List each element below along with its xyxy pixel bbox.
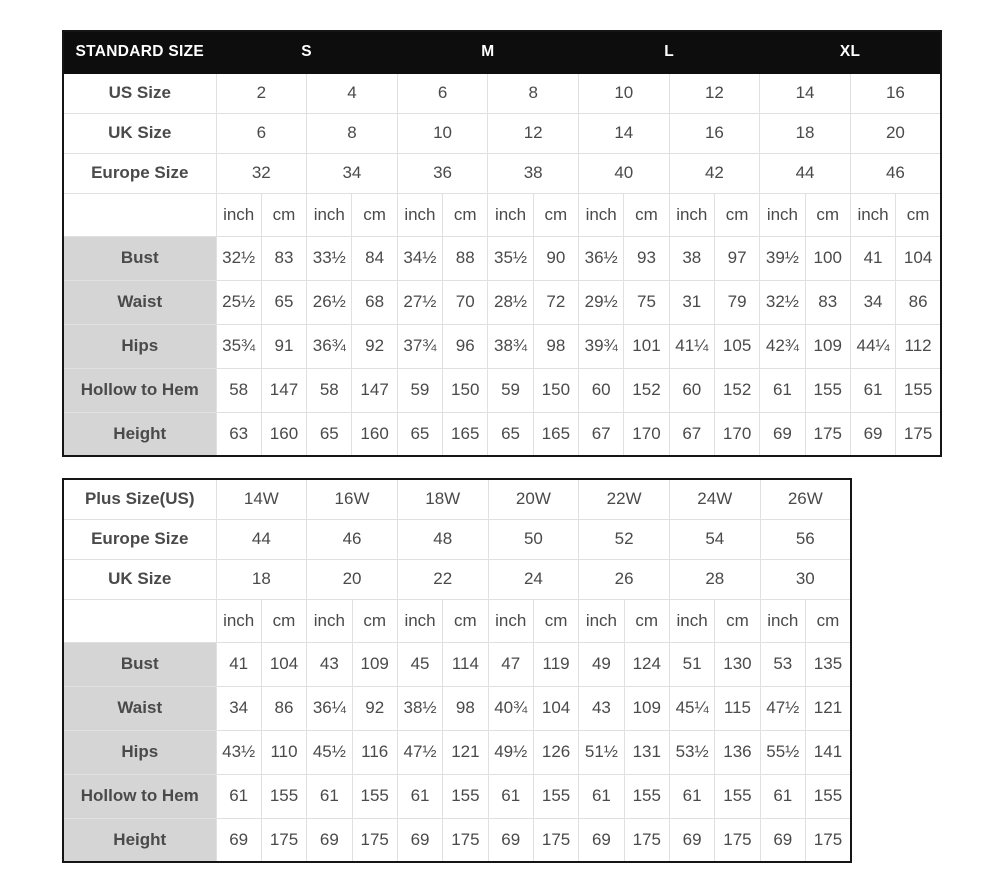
unit-cm-cell: cm <box>533 599 578 642</box>
measurement-cell: 53½ <box>669 730 714 774</box>
measurement-cell: 104 <box>533 686 578 730</box>
measurement-cell: 170 <box>714 412 759 456</box>
measurement-cell: 104 <box>261 642 306 686</box>
measurement-cell: 53 <box>760 642 805 686</box>
measurement-row <box>63 730 851 774</box>
measurement-row <box>63 236 941 280</box>
measurement-cell: 75 <box>624 280 669 324</box>
size-cell: 38 <box>488 153 579 193</box>
measurement-cell: 115 <box>715 686 760 730</box>
measurement-cell: 126 <box>533 730 578 774</box>
measurement-cell: 44¼ <box>850 324 895 368</box>
table-title: STANDARD SIZE <box>63 31 216 73</box>
measurement-cell: 51 <box>669 642 714 686</box>
measurement-cell: 49½ <box>488 730 533 774</box>
row-label: Waist <box>63 280 216 324</box>
size-cell: 18 <box>760 113 851 153</box>
size-cell: 48 <box>397 519 488 559</box>
unit-cm-cell: cm <box>261 599 306 642</box>
row-label: Hips <box>63 324 216 368</box>
row-label: Bust <box>63 642 216 686</box>
measurement-cell: 104 <box>896 236 941 280</box>
size-row <box>63 519 851 559</box>
measurement-cell: 97 <box>714 236 759 280</box>
measurement-cell: 100 <box>805 236 850 280</box>
measurement-cell: 92 <box>352 324 397 368</box>
size-row <box>63 559 851 599</box>
size-cell: 44 <box>760 153 851 193</box>
size-group-l: L <box>579 31 760 73</box>
measurement-cell: 61 <box>669 774 714 818</box>
measurement-cell: 175 <box>896 412 941 456</box>
measurement-cell: 34 <box>216 686 261 730</box>
size-cell: 44 <box>216 519 307 559</box>
measurement-cell: 152 <box>624 368 669 412</box>
row-label: Height <box>63 412 216 456</box>
measurement-cell: 69 <box>488 818 533 862</box>
measurement-row <box>63 774 851 818</box>
unit-row-spacer <box>63 193 216 236</box>
size-cell: 22W <box>579 479 670 519</box>
measurement-cell: 42¾ <box>760 324 805 368</box>
measurement-cell: 27½ <box>397 280 442 324</box>
measurement-cell: 109 <box>805 324 850 368</box>
size-cell: 54 <box>669 519 760 559</box>
measurement-cell: 155 <box>715 774 760 818</box>
measurement-cell: 61 <box>307 774 352 818</box>
measurement-cell: 150 <box>533 368 578 412</box>
measurement-cell: 45½ <box>307 730 352 774</box>
unit-cm-cell: cm <box>624 599 669 642</box>
row-label: UK Size <box>63 559 216 599</box>
measurement-cell: 170 <box>624 412 669 456</box>
size-cell: 4 <box>307 73 398 113</box>
unit-cm-cell: cm <box>805 193 850 236</box>
unit-inch-cell: inch <box>307 599 352 642</box>
size-cell: 50 <box>488 519 579 559</box>
measurement-cell: 67 <box>669 412 714 456</box>
size-cell: 18W <box>397 479 488 519</box>
measurement-cell: 119 <box>533 642 578 686</box>
row-label: UK Size <box>63 113 216 153</box>
measurement-cell: 33½ <box>307 236 352 280</box>
measurement-cell: 26½ <box>307 280 352 324</box>
size-cell: 30 <box>760 559 851 599</box>
unit-inch-cell: inch <box>488 193 533 236</box>
size-cell: 26 <box>579 559 670 599</box>
measurement-cell: 69 <box>850 412 895 456</box>
unit-row-spacer <box>63 599 216 642</box>
measurement-cell: 65 <box>307 412 352 456</box>
measurement-cell: 96 <box>443 324 488 368</box>
size-group-m: M <box>397 31 578 73</box>
measurement-cell: 72 <box>533 280 578 324</box>
unit-cm-cell: cm <box>261 193 306 236</box>
measurement-cell: 69 <box>216 818 261 862</box>
size-cell: 16 <box>850 73 941 113</box>
measurement-cell: 51½ <box>579 730 624 774</box>
row-label: Hips <box>63 730 216 774</box>
measurement-cell: 60 <box>669 368 714 412</box>
size-cell: 10 <box>397 113 488 153</box>
measurement-cell: 175 <box>443 818 488 862</box>
measurement-cell: 32½ <box>760 280 805 324</box>
unit-inch-cell: inch <box>488 599 533 642</box>
measurement-cell: 39¾ <box>579 324 624 368</box>
measurement-cell: 175 <box>805 818 851 862</box>
unit-inch-cell: inch <box>579 599 624 642</box>
measurement-row <box>63 412 941 456</box>
unit-cm-cell: cm <box>624 193 669 236</box>
measurement-cell: 36½ <box>579 236 624 280</box>
measurement-cell: 67 <box>579 412 624 456</box>
measurement-cell: 32½ <box>216 236 261 280</box>
measurement-cell: 58 <box>216 368 261 412</box>
measurement-cell: 61 <box>850 368 895 412</box>
measurement-cell: 155 <box>533 774 578 818</box>
size-cell: 24 <box>488 559 579 599</box>
measurement-cell: 135 <box>805 642 851 686</box>
size-cell: 16 <box>669 113 760 153</box>
measurement-cell: 155 <box>805 368 850 412</box>
measurement-cell: 63 <box>216 412 261 456</box>
measurement-row <box>63 642 851 686</box>
measurement-cell: 49 <box>579 642 624 686</box>
measurement-cell: 61 <box>579 774 624 818</box>
measurement-cell: 70 <box>443 280 488 324</box>
measurement-cell: 121 <box>805 686 851 730</box>
measurement-cell: 114 <box>443 642 488 686</box>
measurement-cell: 69 <box>760 818 805 862</box>
measurement-cell: 175 <box>624 818 669 862</box>
unit-row <box>63 599 851 642</box>
unit-cm-cell: cm <box>443 193 488 236</box>
measurement-cell: 83 <box>805 280 850 324</box>
measurement-cell: 175 <box>261 818 306 862</box>
size-cell: 6 <box>397 73 488 113</box>
size-cell: 52 <box>579 519 670 559</box>
measurement-cell: 69 <box>397 818 442 862</box>
measurement-cell: 155 <box>624 774 669 818</box>
measurement-cell: 59 <box>488 368 533 412</box>
measurement-cell: 65 <box>397 412 442 456</box>
measurement-cell: 109 <box>624 686 669 730</box>
measurement-cell: 150 <box>443 368 488 412</box>
measurement-cell: 105 <box>714 324 759 368</box>
measurement-cell: 55½ <box>760 730 805 774</box>
measurement-cell: 31 <box>669 280 714 324</box>
measurement-cell: 35½ <box>488 236 533 280</box>
unit-inch-cell: inch <box>760 193 805 236</box>
measurement-cell: 36¼ <box>307 686 352 730</box>
measurement-cell: 175 <box>533 818 578 862</box>
size-cell: 14W <box>216 479 307 519</box>
size-cell: 2 <box>216 73 307 113</box>
unit-inch-cell: inch <box>216 193 261 236</box>
size-row <box>63 73 941 113</box>
measurement-cell: 112 <box>896 324 941 368</box>
measurement-cell: 160 <box>261 412 306 456</box>
measurement-cell: 43½ <box>216 730 261 774</box>
size-cell: 8 <box>488 73 579 113</box>
measurement-cell: 155 <box>805 774 851 818</box>
unit-inch-cell: inch <box>850 193 895 236</box>
measurement-cell: 38½ <box>397 686 442 730</box>
measurement-row <box>63 368 941 412</box>
size-cell: 8 <box>307 113 398 153</box>
size-cell: 12 <box>488 113 579 153</box>
size-cell: 46 <box>307 519 398 559</box>
size-cell: 36 <box>397 153 488 193</box>
measurement-row <box>63 324 941 368</box>
measurement-cell: 61 <box>760 368 805 412</box>
standard-size-table <box>62 30 942 457</box>
row-label: Bust <box>63 236 216 280</box>
measurement-cell: 109 <box>352 642 397 686</box>
unit-inch-cell: inch <box>397 599 442 642</box>
measurement-cell: 88 <box>443 236 488 280</box>
measurement-cell: 175 <box>715 818 760 862</box>
row-label: Plus Size(US) <box>63 479 216 519</box>
unit-inch-cell: inch <box>307 193 352 236</box>
measurement-cell: 39½ <box>760 236 805 280</box>
size-cell: 20 <box>850 113 941 153</box>
measurement-cell: 147 <box>352 368 397 412</box>
row-label: US Size <box>63 73 216 113</box>
size-cell: 32 <box>216 153 307 193</box>
measurement-cell: 60 <box>579 368 624 412</box>
measurement-cell: 69 <box>669 818 714 862</box>
measurement-row <box>63 818 851 862</box>
unit-inch-cell: inch <box>579 193 624 236</box>
measurement-cell: 79 <box>714 280 759 324</box>
measurement-cell: 47½ <box>760 686 805 730</box>
measurement-cell: 59 <box>397 368 442 412</box>
measurement-cell: 131 <box>624 730 669 774</box>
measurement-cell: 28½ <box>488 280 533 324</box>
size-group-xl: XL <box>760 31 941 73</box>
measurement-cell: 34 <box>850 280 895 324</box>
measurement-cell: 98 <box>443 686 488 730</box>
size-cell: 16W <box>307 479 398 519</box>
row-label: Europe Size <box>63 519 216 559</box>
unit-inch-cell: inch <box>760 599 805 642</box>
measurement-cell: 34½ <box>397 236 442 280</box>
measurement-cell: 165 <box>533 412 578 456</box>
measurement-cell: 43 <box>307 642 352 686</box>
measurement-cell: 36¾ <box>307 324 352 368</box>
measurement-cell: 155 <box>896 368 941 412</box>
size-cell: 10 <box>579 73 670 113</box>
measurement-cell: 41 <box>850 236 895 280</box>
measurement-cell: 45 <box>397 642 442 686</box>
measurement-cell: 69 <box>760 412 805 456</box>
size-row <box>63 153 941 193</box>
row-label: Hollow to Hem <box>63 368 216 412</box>
row-label: Height <box>63 818 216 862</box>
measurement-cell: 35¾ <box>216 324 261 368</box>
measurement-cell: 152 <box>714 368 759 412</box>
size-cell: 14 <box>760 73 851 113</box>
measurement-cell: 37¾ <box>397 324 442 368</box>
measurement-cell: 141 <box>805 730 851 774</box>
unit-cm-cell: cm <box>714 193 759 236</box>
measurement-cell: 65 <box>261 280 306 324</box>
measurement-cell: 136 <box>715 730 760 774</box>
measurement-cell: 61 <box>488 774 533 818</box>
measurement-cell: 61 <box>216 774 261 818</box>
measurement-cell: 41¼ <box>669 324 714 368</box>
measurement-cell: 93 <box>624 236 669 280</box>
unit-cm-cell: cm <box>533 193 578 236</box>
measurement-cell: 175 <box>352 818 397 862</box>
unit-inch-cell: inch <box>669 599 714 642</box>
measurement-cell: 165 <box>443 412 488 456</box>
measurement-cell: 41 <box>216 642 261 686</box>
size-cell: 40 <box>579 153 670 193</box>
size-cell: 22 <box>397 559 488 599</box>
unit-inch-cell: inch <box>216 599 261 642</box>
size-cell: 20W <box>488 479 579 519</box>
measurement-cell: 84 <box>352 236 397 280</box>
row-label: Hollow to Hem <box>63 774 216 818</box>
size-cell: 20 <box>307 559 398 599</box>
measurement-cell: 121 <box>443 730 488 774</box>
size-cell: 12 <box>669 73 760 113</box>
row-label: Waist <box>63 686 216 730</box>
measurement-cell: 98 <box>533 324 578 368</box>
unit-row <box>63 193 941 236</box>
unit-cm-cell: cm <box>805 599 851 642</box>
size-cell: 24W <box>669 479 760 519</box>
table-header-row <box>63 31 941 73</box>
measurement-cell: 110 <box>261 730 306 774</box>
size-cell: 56 <box>760 519 851 559</box>
measurement-cell: 116 <box>352 730 397 774</box>
measurement-cell: 155 <box>261 774 306 818</box>
size-cell: 26W <box>760 479 851 519</box>
size-row <box>63 479 851 519</box>
measurement-row <box>63 686 851 730</box>
measurement-cell: 160 <box>352 412 397 456</box>
measurement-cell: 40¾ <box>488 686 533 730</box>
measurement-row <box>63 280 941 324</box>
size-cell: 46 <box>850 153 941 193</box>
size-row <box>63 113 941 153</box>
measurement-cell: 47 <box>488 642 533 686</box>
unit-cm-cell: cm <box>443 599 488 642</box>
measurement-cell: 147 <box>261 368 306 412</box>
measurement-cell: 29½ <box>579 280 624 324</box>
measurement-cell: 69 <box>307 818 352 862</box>
unit-cm-cell: cm <box>352 599 397 642</box>
measurement-cell: 175 <box>805 412 850 456</box>
size-cell: 28 <box>669 559 760 599</box>
unit-cm-cell: cm <box>352 193 397 236</box>
measurement-cell: 124 <box>624 642 669 686</box>
size-cell: 14 <box>579 113 670 153</box>
measurement-cell: 61 <box>760 774 805 818</box>
unit-cm-cell: cm <box>896 193 941 236</box>
measurement-cell: 43 <box>579 686 624 730</box>
size-cell: 42 <box>669 153 760 193</box>
measurement-cell: 155 <box>443 774 488 818</box>
row-label: Europe Size <box>63 153 216 193</box>
unit-inch-cell: inch <box>397 193 442 236</box>
unit-cm-cell: cm <box>715 599 760 642</box>
measurement-cell: 91 <box>261 324 306 368</box>
measurement-cell: 45¼ <box>669 686 714 730</box>
measurement-cell: 86 <box>896 280 941 324</box>
measurement-cell: 25½ <box>216 280 261 324</box>
measurement-cell: 130 <box>715 642 760 686</box>
measurement-cell: 155 <box>352 774 397 818</box>
measurement-cell: 90 <box>533 236 578 280</box>
measurement-cell: 68 <box>352 280 397 324</box>
measurement-cell: 38 <box>669 236 714 280</box>
unit-inch-cell: inch <box>669 193 714 236</box>
measurement-cell: 83 <box>261 236 306 280</box>
size-group-s: S <box>216 31 397 73</box>
measurement-cell: 47½ <box>397 730 442 774</box>
size-cell: 6 <box>216 113 307 153</box>
size-cell: 18 <box>216 559 307 599</box>
measurement-cell: 101 <box>624 324 669 368</box>
measurement-cell: 69 <box>579 818 624 862</box>
measurement-cell: 38¾ <box>488 324 533 368</box>
measurement-cell: 58 <box>307 368 352 412</box>
measurement-cell: 65 <box>488 412 533 456</box>
measurement-cell: 92 <box>352 686 397 730</box>
plus-size-table <box>62 478 852 863</box>
measurement-cell: 61 <box>397 774 442 818</box>
size-cell: 34 <box>307 153 398 193</box>
measurement-cell: 86 <box>261 686 306 730</box>
